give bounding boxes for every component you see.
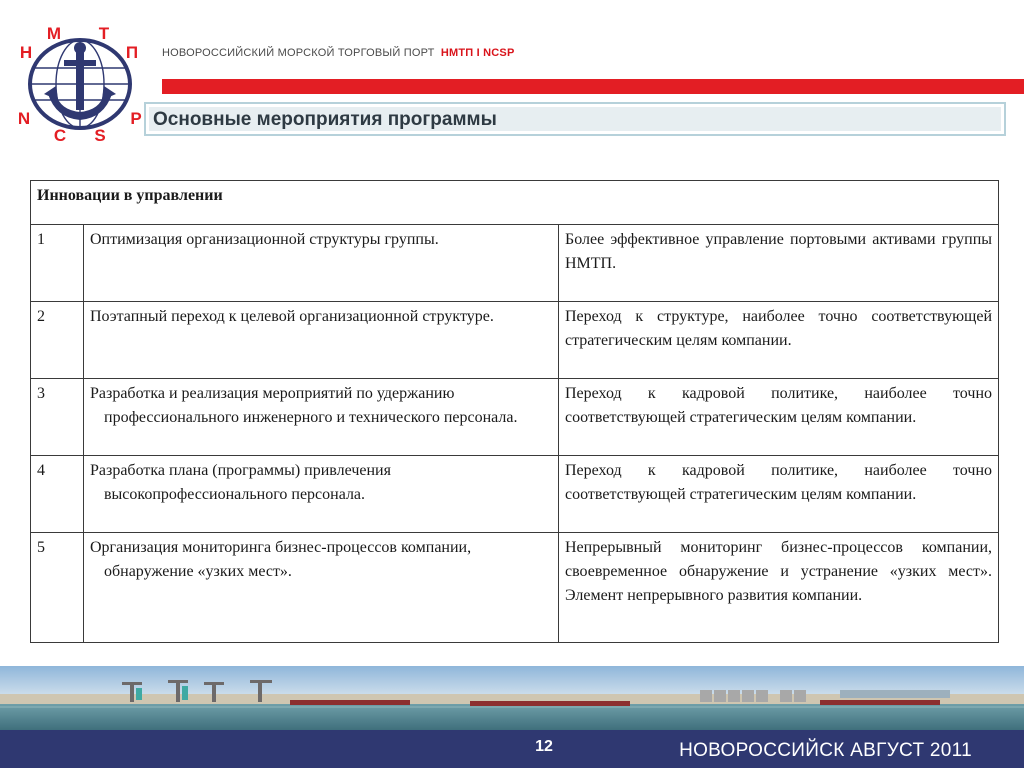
logo-letter: М <box>46 24 62 43</box>
logo-letter: P <box>130 109 142 128</box>
measures-table <box>30 180 999 643</box>
row-action-cell <box>84 379 559 456</box>
row-result: Переход к структуре, наиболее точно соответствующей стратегическим целям компании. <box>559 302 999 379</box>
row-action-cell <box>84 533 559 643</box>
title-box <box>144 102 1006 136</box>
logo-letter: C <box>53 126 67 145</box>
page-number: 12 <box>535 738 553 755</box>
table-row <box>31 225 999 302</box>
row-action-cell <box>84 225 559 302</box>
row-result: Переход к кадровой политике, наиболее точно соответствующей стратегическим целям компании. <box>559 456 999 533</box>
table-row <box>31 379 999 456</box>
row-number: 5 <box>31 533 84 643</box>
section-header: Инновации в управлении <box>31 181 999 225</box>
row-result: Более эффективное управление портовыми активами группы НМТП. <box>559 225 999 302</box>
page-title: Основные мероприятия программы <box>153 109 497 130</box>
row-result: Переход к кадровой политике, наиболее точно соответствующей стратегическим целям компании. <box>559 379 999 456</box>
row-action: Разработка и реализация мероприятий по удержанию профессионального инженерного и технического персонала. <box>90 385 518 426</box>
header-port-name <box>162 47 515 59</box>
brand-name: НМТП I NCSP <box>440 47 515 59</box>
table-row <box>31 533 999 643</box>
row-action-cell <box>84 456 559 533</box>
row-number: 1 <box>31 225 84 302</box>
port-panorama-image <box>0 666 1024 730</box>
logo-letter: S <box>94 126 106 145</box>
row-action: Организация мониторинга бизнес-процессов компании, обнаружение «узких мест». <box>90 539 472 580</box>
row-action: Поэтапный переход к целевой организационной структуре. <box>90 308 494 325</box>
table-row <box>31 456 999 533</box>
logo-letter: N <box>17 109 31 128</box>
table-section-row <box>31 181 999 225</box>
row-action: Разработка плана (программы) привлечения высокопрофессионального персонала. <box>90 462 391 503</box>
row-number: 4 <box>31 456 84 533</box>
logo-letter: П <box>125 43 139 62</box>
row-number: 3 <box>31 379 84 456</box>
row-result: Непрерывный мониторинг бизнес-процессов компании, своевременное обнаружение и устранение «узких мест». Элемент непрерывного развития компании. <box>559 533 999 643</box>
row-action: Оптимизация организационной структуры группы. <box>90 231 439 248</box>
row-action-cell <box>84 302 559 379</box>
row-number: 2 <box>31 302 84 379</box>
ncsp-logo <box>8 22 148 148</box>
table-row <box>31 302 999 379</box>
footer-city-date: НОВОРОССИЙСК АВГУСТ 2011 <box>679 740 972 761</box>
port-name: НОВОРОССИЙСКИЙ МОРСКОЙ ТОРГОВЫЙ ПОРТ <box>162 47 435 59</box>
header-red-band <box>162 79 1024 94</box>
footer-bar <box>0 730 1024 768</box>
logo-letter: Н <box>19 43 33 62</box>
logo-letter: Т <box>98 24 110 43</box>
